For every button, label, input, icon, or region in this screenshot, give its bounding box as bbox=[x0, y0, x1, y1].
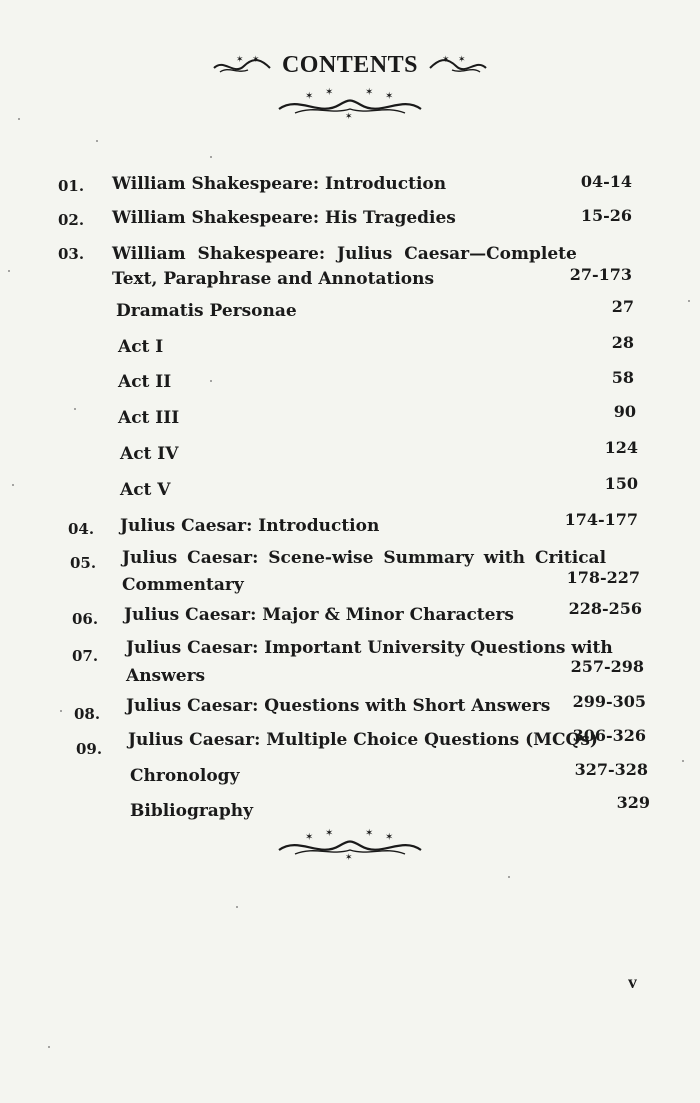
entry-pages: 150 bbox=[604, 474, 638, 493]
entry-pages: 15-26 bbox=[580, 206, 632, 225]
svg-text:✶: ✶ bbox=[251, 54, 260, 65]
speck bbox=[210, 156, 212, 158]
page-title: CONTENTS bbox=[281, 52, 419, 78]
entry-title: Julius Caesar: Questions with Short Answers bbox=[126, 696, 551, 716]
svg-text:✶: ✶ bbox=[345, 853, 353, 862]
entry-pages: 329 bbox=[616, 793, 650, 812]
entry-number: 02. bbox=[58, 211, 85, 229]
entry-title: Act IV bbox=[120, 444, 179, 464]
svg-text:✶: ✶ bbox=[305, 832, 314, 843]
entry-pages: 257-298 bbox=[570, 657, 644, 676]
entry-pages: 228-256 bbox=[568, 599, 642, 618]
entry-pages: 58 bbox=[611, 368, 634, 387]
speck bbox=[210, 380, 212, 382]
entry-number: 03. bbox=[58, 245, 85, 263]
entry-pages: 306-326 bbox=[572, 726, 646, 745]
svg-text:✶: ✶ bbox=[305, 91, 314, 102]
svg-text:✶: ✶ bbox=[345, 112, 353, 121]
page-number: v bbox=[628, 972, 637, 992]
title-ornament-icon bbox=[0, 87, 700, 121]
entry-number: 04. bbox=[68, 520, 95, 538]
svg-text:✶: ✶ bbox=[458, 54, 466, 65]
entry-title: Act I bbox=[118, 337, 164, 357]
entry-title: Chronology bbox=[130, 766, 240, 786]
entry-pages: 90 bbox=[613, 402, 636, 421]
footer-ornament-icon bbox=[0, 828, 700, 862]
entry-title-line2: Commentary bbox=[122, 575, 244, 595]
flourish-right-icon bbox=[428, 54, 488, 78]
entry-title: Julius Caesar: Major & Minor Characters bbox=[124, 605, 515, 625]
entry-title-line1: Julius Caesar: Scene-wise Summary with Critical bbox=[122, 548, 607, 568]
entry-title-line1: William Shakespeare: Julius Caesar—Complete bbox=[112, 244, 577, 264]
entry-title-line2: Answers bbox=[126, 666, 206, 686]
entry-title: Julius Caesar: Multiple Choice Questions (MCQs) bbox=[128, 730, 598, 750]
entry-title-line1: Julius Caesar: Important University Questions with bbox=[126, 638, 613, 658]
entry-number: 08. bbox=[74, 705, 101, 723]
speck bbox=[74, 408, 76, 410]
entry-number: 06. bbox=[72, 610, 99, 628]
entry-title: Act III bbox=[118, 408, 180, 428]
entry-title: Dramatis Personae bbox=[116, 301, 297, 321]
entry-title-line2: Text, Paraphrase and Annotations bbox=[112, 269, 435, 289]
entry-number: 09. bbox=[76, 740, 103, 758]
speck bbox=[682, 760, 684, 762]
entry-pages: 327-328 bbox=[574, 760, 648, 779]
entry-title: Bibliography bbox=[130, 801, 253, 821]
entry-pages: 04-14 bbox=[580, 172, 632, 191]
speck bbox=[18, 118, 20, 120]
entry-title: William Shakespeare: His Tragedies bbox=[112, 208, 456, 228]
svg-text:✶: ✶ bbox=[325, 87, 334, 98]
entry-pages: 299-305 bbox=[572, 692, 646, 711]
svg-text:✶: ✶ bbox=[365, 828, 374, 839]
svg-text:✶: ✶ bbox=[365, 87, 374, 98]
entry-pages: 174-177 bbox=[564, 510, 638, 529]
svg-text:✶: ✶ bbox=[385, 91, 394, 102]
entry-pages: 178-227 bbox=[566, 568, 640, 587]
speck bbox=[60, 710, 62, 712]
flourish-left-icon bbox=[212, 54, 272, 78]
entry-number: 07. bbox=[72, 647, 99, 665]
speck bbox=[96, 140, 98, 142]
entry-title: William Shakespeare: Introduction bbox=[112, 174, 447, 194]
entry-number: 05. bbox=[70, 554, 97, 572]
entry-pages: 27 bbox=[611, 297, 634, 316]
speck bbox=[48, 1046, 50, 1048]
svg-text:✶: ✶ bbox=[235, 54, 244, 65]
entry-title: Act V bbox=[120, 480, 171, 500]
entry-title: Act II bbox=[118, 372, 172, 392]
svg-text:✶: ✶ bbox=[442, 54, 450, 65]
entry-pages: 124 bbox=[604, 438, 638, 457]
svg-text:✶: ✶ bbox=[385, 832, 394, 843]
header bbox=[0, 52, 700, 121]
entry-number: 01. bbox=[58, 177, 85, 195]
svg-text:✶: ✶ bbox=[325, 828, 334, 839]
speck bbox=[8, 270, 10, 272]
speck bbox=[12, 484, 14, 486]
speck bbox=[508, 876, 510, 878]
speck bbox=[236, 906, 238, 908]
entry-pages: 27-173 bbox=[569, 265, 632, 284]
entry-title: Julius Caesar: Introduction bbox=[120, 516, 380, 536]
speck bbox=[688, 300, 690, 302]
entry-pages: 28 bbox=[611, 333, 634, 352]
